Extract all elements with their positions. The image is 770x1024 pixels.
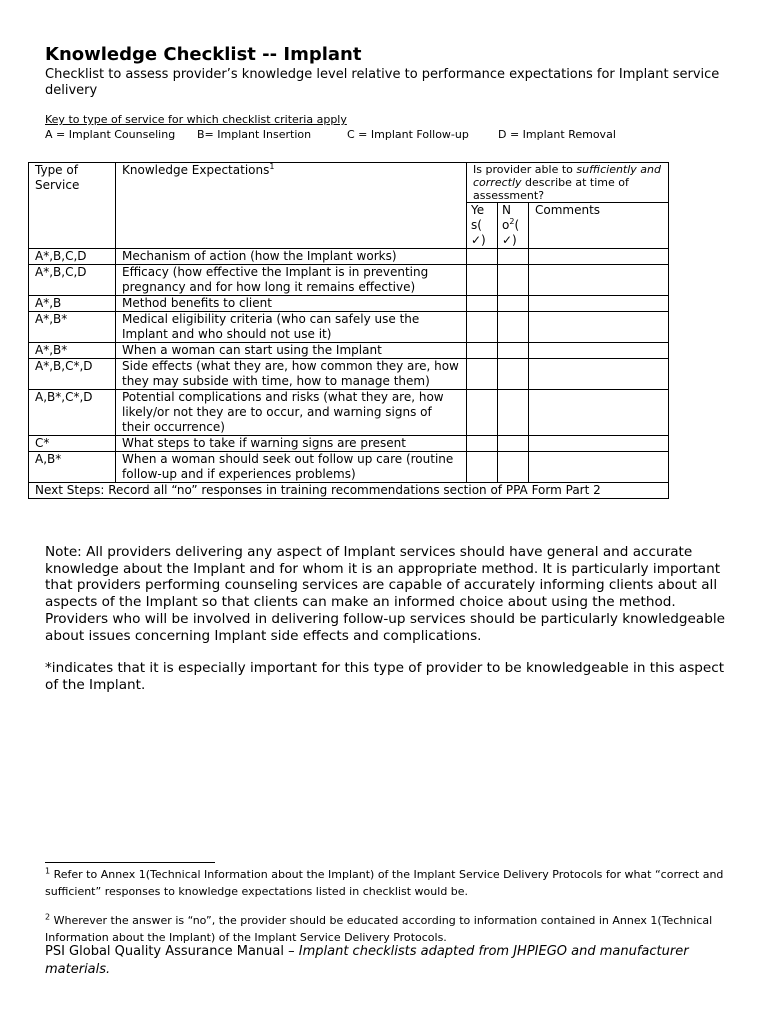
row-service-type: A*,B,C*,D	[29, 359, 116, 390]
key-item-d: D = Implant Removal	[498, 128, 616, 141]
asterisk-note: *indicates that it is especially important for this type of provider to be knowledgeable in this aspect of the Implant.	[45, 660, 725, 693]
row-comments-cell[interactable]	[529, 359, 669, 390]
notes-section	[45, 544, 730, 710]
footnote-1: $^1$ Refer to Annex 1(Technical Information about the Implant) of the Implant Service Delivery Protocols for what “correct and sufficient” responses to knowledge expectations listed in checklist would be.	[45, 866, 724, 898]
header-knowledge-expectations: Knowledge Expectations$^1$	[116, 163, 467, 249]
footnote-ref-1: 1	[269, 162, 275, 171]
row-no-cell[interactable]	[498, 343, 529, 359]
row-comments-cell[interactable]	[529, 265, 669, 296]
row-knowledge-text: What steps to take if warning signs are present	[116, 436, 467, 452]
row-yes-cell[interactable]	[467, 390, 498, 436]
key-heading: Key to type of service for which checklist criteria apply	[45, 113, 347, 126]
row-yes-cell[interactable]	[467, 296, 498, 312]
header-yes: Ye s( ✓)	[467, 203, 498, 249]
row-no-cell[interactable]	[498, 390, 529, 436]
row-yes-cell[interactable]	[467, 265, 498, 296]
row-yes-cell[interactable]	[467, 359, 498, 390]
row-no-cell[interactable]	[498, 359, 529, 390]
row-knowledge-text: Medical eligibility criteria (who can safely use the Implant and who should not use it)	[116, 312, 467, 343]
table-row	[29, 312, 669, 343]
header-no: N $o^2$( ✓)	[498, 203, 529, 249]
page-subtitle: Checklist to assess provider’s knowledge level relative to performance expectations for Implant service delivery	[45, 67, 720, 98]
row-knowledge-text: When a woman should seek out follow up care (routine follow-up and if experiences problems)	[116, 452, 467, 483]
table-row	[29, 452, 669, 483]
row-no-cell[interactable]	[498, 436, 529, 452]
header-comments: Comments	[529, 203, 669, 249]
note-paragraph: Note: All providers delivering any aspect of Implant services should have general and accurate knowledge about the Implant and for whom it is an appropriate method. It is particularly important that providers performing counseling services are capable of accurately informing clients about all aspects of the Implant so that clients can make an informed choice about using the method. Providers who will be involved in delivering follow-up services should be particularly knowledgeable about issues concerning Implant side effects and complications.	[45, 544, 726, 644]
row-service-type: A*,B	[29, 296, 116, 312]
row-knowledge-text: Side effects (what they are, how common they are, how they may subside with time, how to manage them)	[116, 359, 467, 390]
table-row	[29, 265, 669, 296]
key-item-b: B= Implant Insertion	[197, 128, 312, 141]
row-yes-cell[interactable]	[467, 343, 498, 359]
row-service-type: C*	[29, 436, 116, 452]
row-knowledge-text: When a woman can start using the Implant	[116, 343, 467, 359]
page-footer: PSI Global Quality Assurance Manual – Implant checklists adapted from JHPIEGO and manufacturer materials.	[45, 944, 689, 977]
row-knowledge-text: Mechanism of action (how the Implant works)	[116, 249, 467, 265]
table-row	[29, 390, 669, 436]
row-comments-cell[interactable]	[529, 436, 669, 452]
next-steps-text: Next Steps: Record all “no” responses in training recommendations section of PPA Form Part 2	[29, 483, 669, 499]
row-comments-cell[interactable]	[529, 452, 669, 483]
row-yes-cell[interactable]	[467, 452, 498, 483]
table-header-row	[29, 163, 669, 203]
row-comments-cell[interactable]	[529, 343, 669, 359]
row-no-cell[interactable]	[498, 452, 529, 483]
row-service-type: A*,B,C,D	[29, 265, 116, 296]
row-knowledge-text: Potential complications and risks (what they are, how likely/or not they are to occur, and warning signs of their occurrence)	[116, 390, 467, 436]
page-title: Knowledge Checklist -- Implant	[45, 44, 362, 65]
row-no-cell[interactable]	[498, 312, 529, 343]
row-yes-cell[interactable]	[467, 312, 498, 343]
knowledge-checklist-table	[28, 162, 669, 499]
row-service-type: A*,B,C,D	[29, 249, 116, 265]
document-page	[45, 44, 730, 142]
table-row	[29, 296, 669, 312]
row-yes-cell[interactable]	[467, 249, 498, 265]
row-knowledge-text: Efficacy (how effective the Implant is in preventing pregnancy and for how long it remains effective)	[116, 265, 467, 296]
key-item-c: C = Implant Follow-up	[347, 128, 469, 141]
row-service-type: A*,B*	[29, 312, 116, 343]
header-assessment-question: Is provider able to sufficiently and correctly describe at time of assessment?	[467, 163, 669, 203]
row-service-type: A*,B*	[29, 343, 116, 359]
row-knowledge-text: Method benefits to client	[116, 296, 467, 312]
row-comments-cell[interactable]	[529, 312, 669, 343]
footnote-2: $^2$ Wherever the answer is “no”, the provider should be educated according to information contained in Annex 1(Technical Information about the Implant) of the Implant Service Delivery Protocols.	[45, 912, 713, 944]
row-yes-cell[interactable]	[467, 436, 498, 452]
table-row	[29, 343, 669, 359]
row-no-cell[interactable]	[498, 265, 529, 296]
header-type-of-service: Type of Service	[29, 163, 116, 249]
key-legend	[45, 127, 730, 142]
next-steps-row	[29, 483, 669, 499]
row-comments-cell[interactable]	[529, 249, 669, 265]
row-comments-cell[interactable]	[529, 390, 669, 436]
row-no-cell[interactable]	[498, 249, 529, 265]
row-service-type: A,B*,C*,D	[29, 390, 116, 436]
table-row	[29, 359, 669, 390]
key-item-a: A = Implant Counseling	[45, 128, 176, 141]
table-row	[29, 436, 669, 452]
row-no-cell[interactable]	[498, 296, 529, 312]
table-row	[29, 249, 669, 265]
footnote-ref-2: 2	[509, 217, 515, 226]
row-comments-cell[interactable]	[529, 296, 669, 312]
footnote-divider	[45, 862, 215, 863]
row-service-type: A,B*	[29, 452, 116, 483]
